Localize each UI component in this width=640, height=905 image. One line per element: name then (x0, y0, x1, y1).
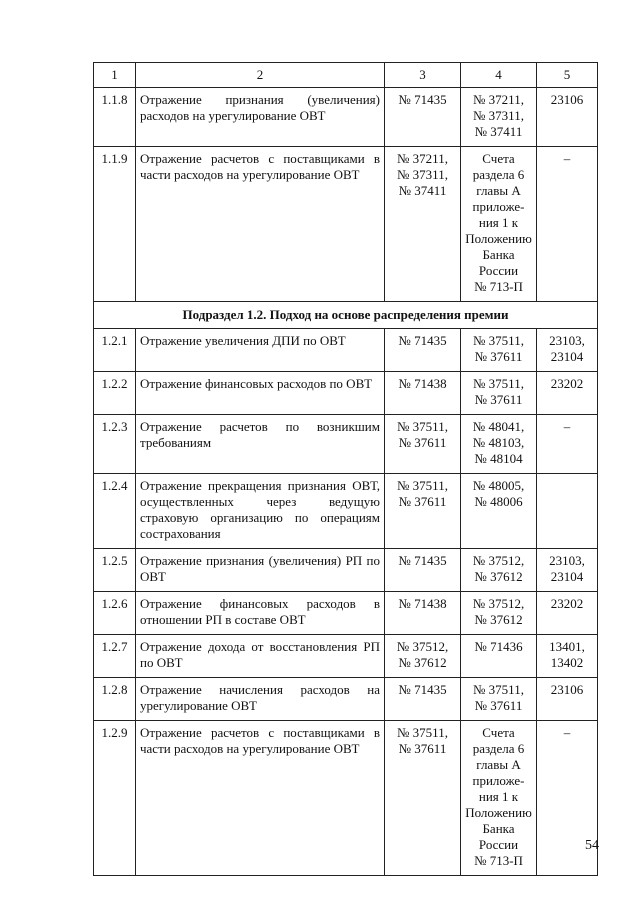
credit-account-line: № 48006 (474, 494, 523, 509)
row-description-line: Отражение расчетов с поставщиками в части расходов на урегулирование ОВТ (140, 151, 380, 182)
debit-account (385, 635, 461, 678)
credit-account-line: № 37611 (474, 392, 523, 407)
row-number-line: 1.1.9 (101, 151, 128, 166)
row-description (136, 678, 385, 721)
credit-account-line: № 37511, (473, 333, 524, 348)
report-symbol (537, 88, 598, 147)
credit-account-line: Положению (465, 805, 532, 820)
debit-account-line: № 37611 (398, 435, 447, 450)
row-description-line: Отражение дохода от восстановления РП по ОВТ (140, 639, 380, 670)
credit-account-line: № 37511, (473, 376, 524, 391)
credit-account-line: № 713-П (474, 279, 523, 294)
credit-account-line: Счета (482, 151, 515, 166)
debit-account-line: № 37612 (398, 655, 447, 670)
table-row (94, 474, 598, 549)
debit-account-line: № 71438 (398, 596, 447, 611)
table-row (94, 372, 598, 415)
row-number-line: 1.2.2 (101, 376, 128, 391)
row-number (94, 474, 136, 549)
table-row (94, 549, 598, 592)
credit-account-line: № 37211, (473, 92, 524, 107)
debit-account-line: № 71435 (398, 92, 447, 107)
report-symbol-line: 23104 (550, 349, 584, 364)
debit-account (385, 329, 461, 372)
row-description-line: Отражение расчетов по возникшим требованиям (140, 419, 380, 450)
section-title: Подраздел 1.2. Подход на основе распределения премии (94, 302, 598, 329)
credit-account (461, 329, 537, 372)
report-symbol-line: 23202 (550, 596, 584, 611)
report-symbol (537, 592, 598, 635)
report-symbol-line: 23103, (549, 553, 585, 568)
credit-account-line: Счета (482, 725, 515, 740)
credit-account-line: № 713-П (474, 853, 523, 868)
table-body (94, 63, 598, 876)
report-symbol-line: 23106 (550, 682, 584, 697)
table-header-row (94, 63, 598, 88)
credit-account-line: ния 1 к (478, 789, 519, 804)
report-symbol-line: – (563, 419, 571, 434)
debit-account (385, 592, 461, 635)
credit-account-line: № 48005, (472, 478, 525, 493)
credit-account-line: № 37511, (473, 682, 524, 697)
column-header-1: 1 (94, 63, 136, 88)
row-description-line: Отражение расчетов с поставщиками в части расходов на урегулирование ОВТ (140, 725, 380, 756)
report-symbol-line: 13402 (550, 655, 584, 670)
debit-account (385, 147, 461, 302)
row-description (136, 372, 385, 415)
table-row (94, 147, 598, 302)
credit-account-line: № 37611 (474, 698, 523, 713)
report-symbol (537, 474, 598, 549)
debit-account-line: № 37511, (397, 419, 448, 434)
row-number (94, 329, 136, 372)
credit-account-line: № 48103, (472, 435, 525, 450)
credit-account-line: Банка (482, 821, 515, 836)
page-number: 54 (585, 838, 599, 853)
credit-account-line: приложе- (472, 773, 525, 788)
credit-account (461, 592, 537, 635)
table-row (94, 678, 598, 721)
credit-account-line: № 37512, (472, 596, 525, 611)
credit-account (461, 415, 537, 474)
row-description-line: Отражение признания (увеличения) расходов на урегулирование ОВТ (140, 92, 380, 123)
column-header-5: 5 (537, 63, 598, 88)
row-number-line: 1.2.6 (101, 596, 128, 611)
row-number-line: 1.2.9 (101, 725, 128, 740)
credit-account-line: № 37311, (473, 108, 524, 123)
debit-account-line: № 71435 (398, 682, 447, 697)
credit-account (461, 147, 537, 302)
credit-account-line: № 48104 (474, 451, 523, 466)
debit-account-line: № 37511, (397, 725, 448, 740)
report-symbol (537, 549, 598, 592)
row-description-line: Отражение начисления расходов на урегулирование ОВТ (140, 682, 380, 713)
credit-account-line: Банка (482, 247, 515, 262)
accounts-table (93, 62, 598, 876)
report-symbol-line: – (563, 151, 571, 166)
credit-account (461, 88, 537, 147)
credit-account (461, 721, 537, 876)
debit-account-line: № 37511, (397, 478, 448, 493)
debit-account-line: № 37211, (397, 151, 448, 166)
column-header-4: 4 (461, 63, 537, 88)
credit-account (461, 474, 537, 549)
credit-account-line: ния 1 к (478, 215, 519, 230)
row-description-line: Отражение прекращения признания ОВТ, осуществленных через ведущую страховую организацию по операциям сострахования (140, 478, 380, 541)
credit-account-line: № 37612 (474, 612, 523, 627)
report-symbol-line: 23202 (550, 376, 584, 391)
column-header-2: 2 (136, 63, 385, 88)
credit-account-line: № 37411 (474, 124, 523, 139)
credit-account (461, 635, 537, 678)
row-description (136, 721, 385, 876)
row-description (136, 329, 385, 372)
debit-account-line: № 37512, (396, 639, 449, 654)
credit-account-line: приложе- (472, 199, 525, 214)
report-symbol (537, 329, 598, 372)
row-number-line: 1.2.3 (101, 419, 128, 434)
row-description-line: Отражение финансовых расходов по ОВТ (140, 376, 373, 391)
row-number (94, 88, 136, 147)
report-symbol (537, 147, 598, 302)
credit-account (461, 678, 537, 721)
debit-account-line: № 71438 (398, 376, 447, 391)
row-description (136, 147, 385, 302)
table-row (94, 592, 598, 635)
row-number-line: 1.2.8 (101, 682, 128, 697)
credit-account-line: главы А (476, 757, 521, 772)
debit-account-line: № 37611 (398, 494, 447, 509)
row-number (94, 549, 136, 592)
row-number-line: 1.2.7 (101, 639, 128, 654)
credit-account-line: раздела 6 (472, 741, 525, 756)
credit-account-line: раздела 6 (472, 167, 525, 182)
row-number (94, 415, 136, 474)
debit-account (385, 721, 461, 876)
credit-account-line: № 71436 (474, 639, 523, 654)
debit-account-line: № 37411 (398, 183, 447, 198)
credit-account-line: № 37611 (474, 349, 523, 364)
row-number (94, 721, 136, 876)
row-number (94, 635, 136, 678)
credit-account-line: главы А (476, 183, 521, 198)
credit-account-line: Положению (465, 231, 532, 246)
debit-account-line: № 71435 (398, 553, 447, 568)
row-description-line: Отражение увеличения ДПИ по ОВТ (140, 333, 346, 348)
table-row (94, 721, 598, 876)
credit-account-line: России (478, 263, 519, 278)
debit-account (385, 88, 461, 147)
section-row (94, 302, 598, 329)
row-description (136, 88, 385, 147)
debit-account (385, 372, 461, 415)
report-symbol-line: 23106 (550, 92, 584, 107)
row-description (136, 635, 385, 678)
row-number-line: 1.2.4 (101, 478, 128, 493)
row-number-line: 1.2.1 (101, 333, 128, 348)
report-symbol-line: 23103, (549, 333, 585, 348)
row-number (94, 147, 136, 302)
report-symbol (537, 415, 598, 474)
column-header-3: 3 (385, 63, 461, 88)
row-number-line: 1.2.5 (101, 553, 128, 568)
credit-account-line: № 37512, (472, 553, 525, 568)
row-description-line: Отражение признания (увеличения) РП по ОВТ (140, 553, 380, 584)
debit-account-line: № 71435 (398, 333, 447, 348)
row-description-line: Отражение финансовых расходов в отношении РП в составе ОВТ (140, 596, 380, 627)
debit-account (385, 678, 461, 721)
row-description (136, 415, 385, 474)
report-symbol-line: 23104 (550, 569, 584, 584)
report-symbol-line: 13401, (549, 639, 585, 654)
report-symbol (537, 678, 598, 721)
table-row (94, 635, 598, 678)
row-number (94, 592, 136, 635)
table-row (94, 329, 598, 372)
report-symbol (537, 372, 598, 415)
row-description (136, 474, 385, 549)
credit-account (461, 372, 537, 415)
credit-account-line: № 48041, (472, 419, 525, 434)
debit-account (385, 474, 461, 549)
row-number-line: 1.1.8 (101, 92, 128, 107)
debit-account (385, 415, 461, 474)
row-number (94, 678, 136, 721)
row-description (136, 592, 385, 635)
row-number (94, 372, 136, 415)
report-symbol-line: – (563, 725, 571, 740)
debit-account (385, 549, 461, 592)
report-symbol (537, 635, 598, 678)
table-row (94, 88, 598, 147)
debit-account-line: № 37611 (398, 741, 447, 756)
credit-account-line: России (478, 837, 519, 852)
row-description (136, 549, 385, 592)
debit-account-line: № 37311, (397, 167, 448, 182)
credit-account-line: № 37612 (474, 569, 523, 584)
table-row (94, 415, 598, 474)
credit-account (461, 549, 537, 592)
